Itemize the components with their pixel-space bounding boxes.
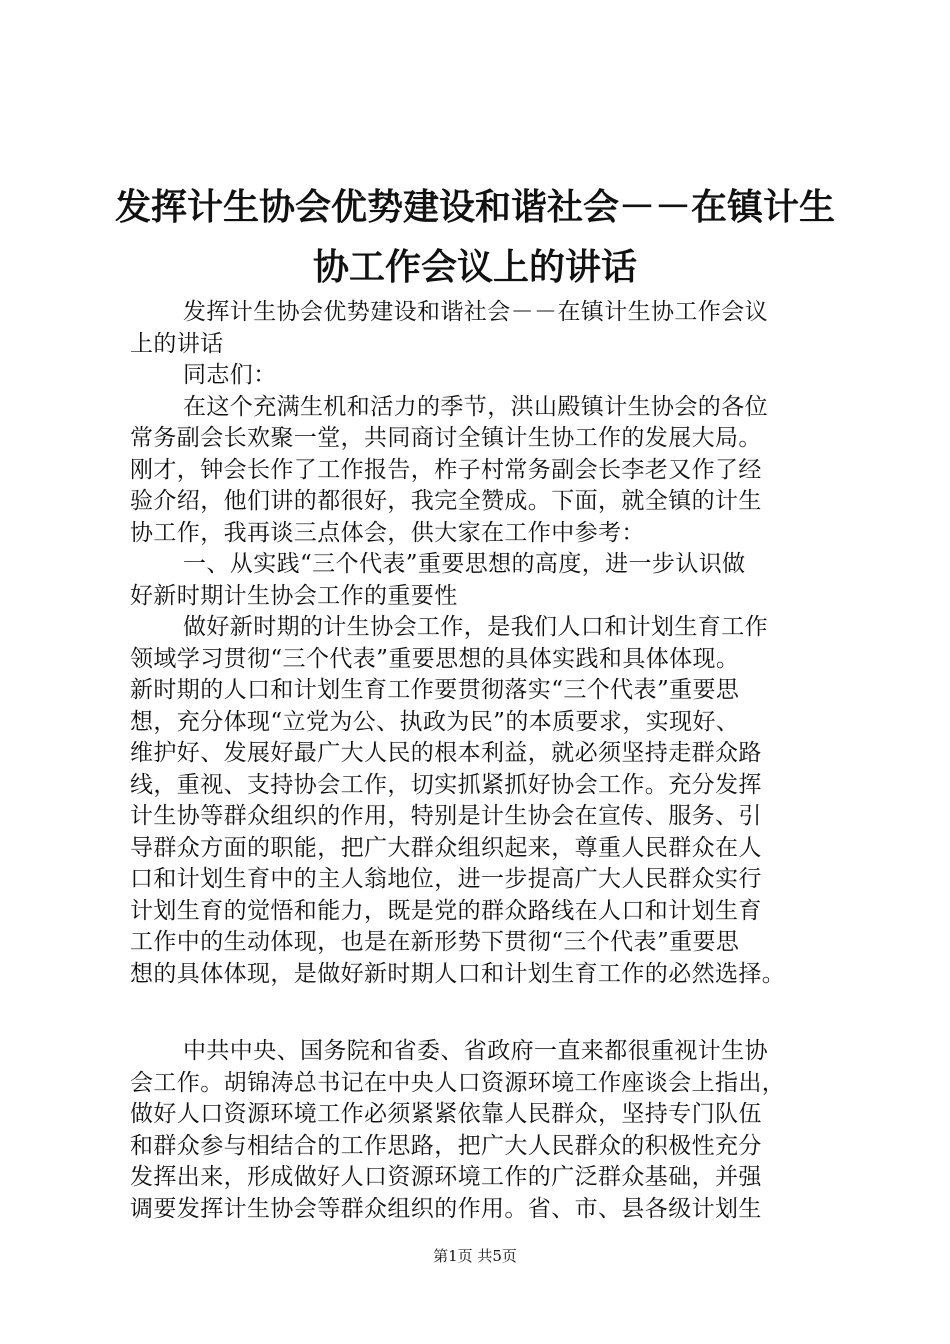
body-text-line: 验介绍，他们讲的都很好，我完全赞成。下面，就全镇的计生 bbox=[130, 488, 762, 514]
paragraph-gap bbox=[130, 990, 835, 1036]
body-text-line: 计划生育的觉悟和能力，既是党的群众路线在人口和计划生育 bbox=[130, 897, 762, 924]
body-text-line: 想的具体体现，是做好新时期人口和计划生育工作的必然选择。 bbox=[130, 960, 786, 987]
body-text-line: 一、从实践“三个代表”重要思想的高度，进一步认识做 bbox=[183, 551, 746, 577]
body-text-line: 想，充分体现“立党为公、执政为民”的本质要求，实现好、 bbox=[130, 708, 740, 735]
body-text-line: 上的讲话 bbox=[130, 330, 224, 357]
body-text-line: 在这个充满生机和活力的季节，洪山殿镇计生协会的各位 bbox=[183, 393, 768, 420]
body-text-line: 新时期的人口和计划生育工作要贯彻落实“三个代表”重要思 bbox=[130, 677, 740, 703]
body-text-line: 会工作。胡锦涛总书记在中央人口资源环境工作座谈会上指出， bbox=[130, 1069, 786, 1096]
body-text-line: 中共中央、国务院和省委、省政府一直来都很重视计生协 bbox=[183, 1038, 768, 1064]
body-text-line: 口和计划生育中的主人翁地位，进一步提高广大人民群众实行 bbox=[130, 866, 762, 892]
body-text-line: 计生协等群众组织的作用，特别是计生协会在宣传、服务、引 bbox=[130, 803, 762, 829]
body-text-line: 做好新时期的计生协会工作，是我们人口和计划生育工作 bbox=[183, 614, 768, 640]
body-text-line: 同志们： bbox=[183, 362, 277, 388]
body-text-line: 调要发挥计生协会等群众组织的作用。省、市、县各级计划生 bbox=[130, 1195, 762, 1222]
body-text-line: 工作中的生动体现，也是在新形势下贯彻“三个代表”重要思 bbox=[130, 929, 740, 955]
body-text-line: 常务副会长欢聚一堂，共同商讨全镇计生协工作的发展大局。 bbox=[130, 425, 762, 451]
body-text-line: 线，重视、支持协会工作，切实抓紧抓好协会工作。充分发挥 bbox=[130, 771, 762, 798]
body-text-line: 刚才，钟会长作了工作报告，柞子村常务副会长李老又作了经 bbox=[130, 456, 762, 483]
document-body bbox=[130, 297, 835, 1225]
page-footer: 第1页 共5页 bbox=[433, 1247, 517, 1265]
body-text-line: 发挥计生协会优势建设和谐社会－－在镇计生协工作会议 bbox=[183, 299, 768, 325]
body-text-line: 做好人口资源环境工作必须紧紧依靠人民群众，坚持专门队伍 bbox=[130, 1101, 762, 1127]
body-text-line: 导群众方面的职能，把广大群众组织起来，尊重人民群众在人 bbox=[130, 834, 762, 861]
body-text-line: 好新时期计生协会工作的重要性 bbox=[130, 582, 458, 609]
body-text-line: 协工作，我再谈三点体会，供大家在工作中参考： bbox=[130, 519, 645, 546]
document-title-line-1: 发挥计生协会优势建设和谐社会－－在镇计生 bbox=[114, 187, 835, 228]
body-text-line: 和群众参与相结合的工作思路，把广大人民群众的积极性充分 bbox=[130, 1132, 762, 1159]
document-title-line-2: 协工作会议上的讲话 bbox=[312, 247, 637, 288]
body-text-line: 维护好、发展好最广大人民的根本利益，就必须坚持走群众路 bbox=[130, 740, 762, 766]
body-text-line: 发挥出来，形成做好人口资源环境工作的广泛群众基础，并强 bbox=[130, 1164, 762, 1190]
body-text-line: 领域学习贯彻“三个代表”重要思想的具体实践和具体体现。 bbox=[130, 645, 740, 672]
